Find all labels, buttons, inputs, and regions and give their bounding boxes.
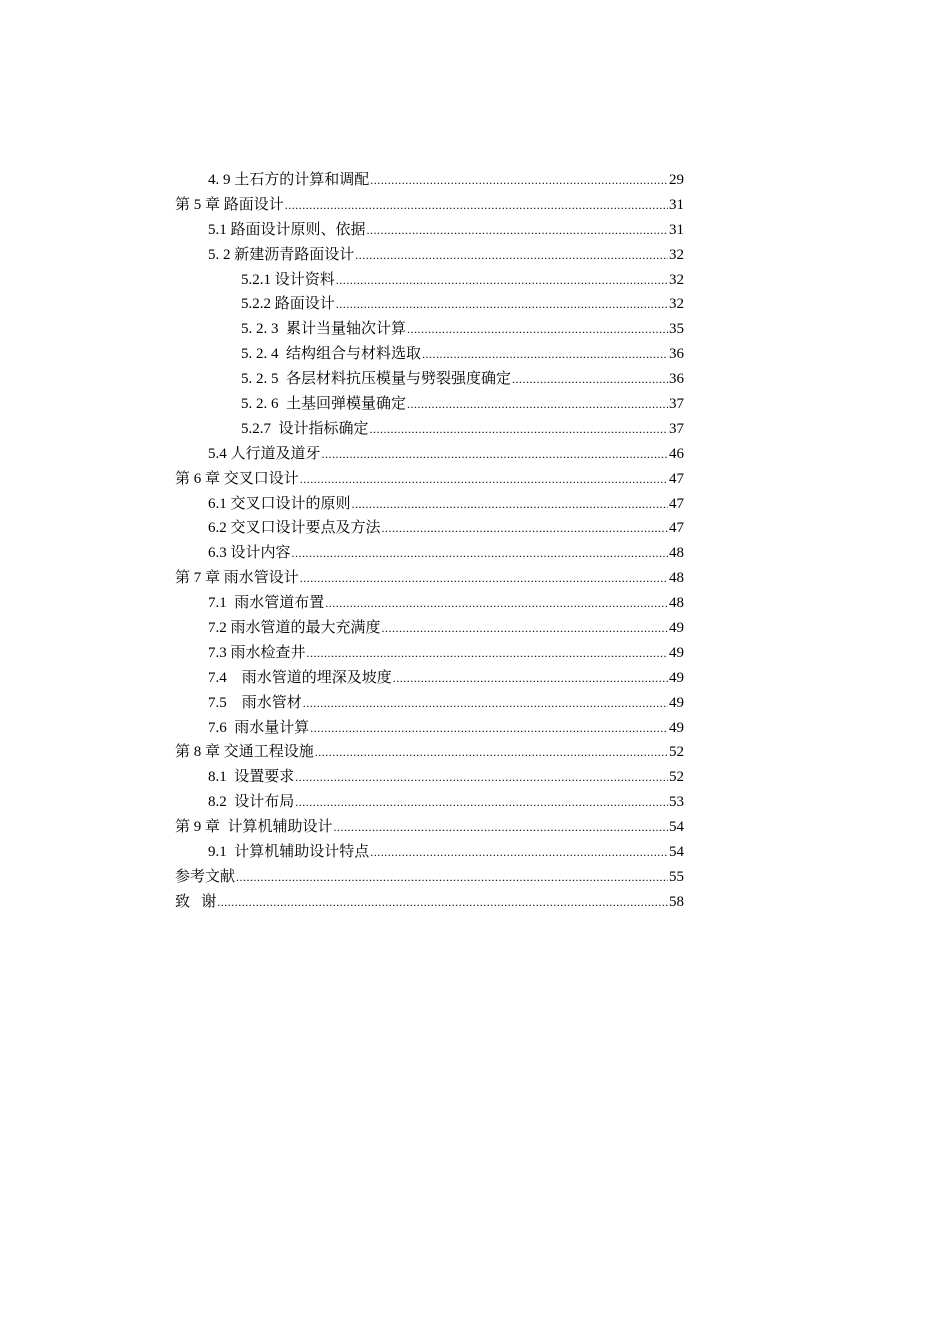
toc-entry-title: 5.2.1 设计资料 xyxy=(241,271,335,288)
toc-entry-title: 7.1 雨水管道布置 xyxy=(208,595,325,612)
toc-entry-title: 6.1 交叉口设计的原则 xyxy=(208,495,351,512)
toc-entry-page-number: 49 xyxy=(669,719,684,736)
toc-entry-title: 5.4 人行道及道牙 xyxy=(208,445,321,462)
toc-dot-leader xyxy=(300,467,668,492)
toc-dot-leader xyxy=(407,317,668,342)
toc-entry xyxy=(175,666,684,691)
toc-entry-page-number: 46 xyxy=(669,445,684,462)
toc-entry-title: 致 谢 xyxy=(175,893,217,910)
toc-entry-title: 8.1 设置要求 xyxy=(208,769,295,786)
toc-entry-title: 第 9 章 计算机辅助设计 xyxy=(175,819,333,836)
toc-entry xyxy=(175,467,684,492)
toc-dot-leader xyxy=(370,168,668,193)
toc-entry xyxy=(175,292,684,317)
toc-entry-title: 参考文献 xyxy=(175,868,236,885)
toc-entry xyxy=(175,243,684,268)
toc-entry xyxy=(175,492,684,517)
toc-entry xyxy=(175,193,684,218)
toc-entry-page-number: 52 xyxy=(669,769,684,786)
toc-dot-leader xyxy=(303,691,668,716)
toc-dot-leader xyxy=(336,268,668,293)
toc-dot-leader xyxy=(370,840,668,865)
toc-entry-title: 第 7 章 雨水管设计 xyxy=(175,570,299,587)
toc-entry-page-number: 47 xyxy=(669,495,684,512)
toc-entry xyxy=(175,890,684,915)
toc-entry-title: 5. 2 新建沥青路面设计 xyxy=(208,246,355,263)
toc-entry-title: 7.4 雨水管道的埋深及坡度 xyxy=(208,669,392,686)
toc-entry-page-number: 49 xyxy=(669,620,684,637)
toc-dot-leader xyxy=(292,541,668,566)
toc-entry-page-number: 52 xyxy=(669,744,684,761)
toc-entry-title: 5. 2. 4 结构组合与材料选取 xyxy=(241,346,422,363)
toc-entry-title: 7.5 雨水管材 xyxy=(208,694,302,711)
toc-entry-title: 7.6 雨水量计算 xyxy=(208,719,310,736)
toc-entry xyxy=(175,268,684,293)
toc-dot-leader xyxy=(300,566,668,591)
toc-entry-page-number: 36 xyxy=(669,371,684,388)
toc-entry-page-number: 36 xyxy=(669,346,684,363)
toc-entry xyxy=(175,691,684,716)
toc-entry-page-number: 54 xyxy=(669,844,684,861)
toc-entry xyxy=(175,790,684,815)
toc-dot-leader xyxy=(236,865,668,890)
toc-entry-title: 第 8 章 交通工程设施 xyxy=(175,744,314,761)
toc-entry xyxy=(175,840,684,865)
toc-dot-leader xyxy=(370,417,668,442)
toc-dot-leader xyxy=(322,442,668,467)
toc-entry-page-number: 47 xyxy=(669,520,684,537)
toc-entry-page-number: 32 xyxy=(669,271,684,288)
toc-entry-page-number: 31 xyxy=(669,221,684,238)
table-of-contents xyxy=(175,168,684,915)
toc-entry-page-number: 37 xyxy=(669,420,684,437)
toc-entry-page-number: 35 xyxy=(669,321,684,338)
toc-entry-title: 5. 2. 5 各层材料抗压模量与劈裂强度确定 xyxy=(241,371,512,388)
toc-entry-title: 5.2.2 路面设计 xyxy=(241,296,335,313)
toc-entry xyxy=(175,442,684,467)
toc-entry-title: 6.3 设计内容 xyxy=(208,545,291,562)
toc-entry-title: 第 5 章 路面设计 xyxy=(175,196,284,213)
toc-entry xyxy=(175,342,684,367)
toc-entry-page-number: 49 xyxy=(669,644,684,661)
toc-entry xyxy=(175,168,684,193)
toc-entry xyxy=(175,392,684,417)
toc-entry-page-number: 55 xyxy=(669,868,684,885)
toc-entry-title: 5.2.7 设计指标确定 xyxy=(241,420,369,437)
toc-dot-leader xyxy=(285,193,668,218)
toc-entry xyxy=(175,591,684,616)
toc-entry-page-number: 54 xyxy=(669,819,684,836)
toc-entry-page-number: 32 xyxy=(669,246,684,263)
toc-dot-leader xyxy=(315,740,668,765)
toc-entry xyxy=(175,317,684,342)
toc-dot-leader xyxy=(325,591,668,616)
toc-entry xyxy=(175,641,684,666)
toc-dot-leader xyxy=(352,492,668,517)
toc-entry-title: 7.2 雨水管道的最大充满度 xyxy=(208,620,381,637)
toc-entry-title: 5. 2. 6 土基回弹模量确定 xyxy=(241,396,407,413)
toc-entry-title: 5.1 路面设计原则、依据 xyxy=(208,221,366,238)
toc-dot-leader xyxy=(307,641,668,666)
toc-dot-leader xyxy=(295,790,668,815)
toc-entry xyxy=(175,516,684,541)
toc-dot-leader xyxy=(512,367,668,392)
toc-entry xyxy=(175,218,684,243)
toc-dot-leader xyxy=(334,815,668,840)
toc-dot-leader xyxy=(382,516,668,541)
toc-entry xyxy=(175,541,684,566)
toc-entry-page-number: 53 xyxy=(669,794,684,811)
toc-entry xyxy=(175,616,684,641)
toc-entry xyxy=(175,417,684,442)
toc-dot-leader xyxy=(336,292,668,317)
toc-dot-leader xyxy=(355,243,668,268)
toc-dot-leader xyxy=(295,765,668,790)
toc-dot-leader xyxy=(367,218,668,243)
toc-entry-page-number: 48 xyxy=(669,595,684,612)
toc-entry-title: 6.2 交叉口设计要点及方法 xyxy=(208,520,381,537)
toc-entry-page-number: 47 xyxy=(669,470,684,487)
toc-entry-title: 第 6 章 交叉口设计 xyxy=(175,470,299,487)
toc-entry-page-number: 48 xyxy=(669,570,684,587)
toc-entry-title: 9.1 计算机辅助设计特点 xyxy=(208,844,370,861)
toc-entry-page-number: 37 xyxy=(669,396,684,413)
toc-dot-leader xyxy=(217,890,668,915)
toc-entry-page-number: 49 xyxy=(669,694,684,711)
toc-dot-leader xyxy=(407,392,668,417)
toc-entry-title: 5. 2. 3 累计当量轴次计算 xyxy=(241,321,407,338)
toc-entry-page-number: 48 xyxy=(669,545,684,562)
toc-dot-leader xyxy=(393,666,668,691)
toc-entry xyxy=(175,566,684,591)
toc-entry-page-number: 49 xyxy=(669,669,684,686)
toc-entry xyxy=(175,740,684,765)
toc-dot-leader xyxy=(382,616,668,641)
toc-entry xyxy=(175,865,684,890)
toc-dot-leader xyxy=(310,716,668,741)
toc-dot-leader xyxy=(422,342,668,367)
toc-entry-title: 4. 9 土石方的计算和调配 xyxy=(208,172,370,188)
toc-entry-title: 8.2 设计布局 xyxy=(208,794,295,811)
toc-entry xyxy=(175,815,684,840)
toc-entry-page-number: 58 xyxy=(669,893,684,910)
toc-entry xyxy=(175,367,684,392)
toc-entry-page-number: 32 xyxy=(669,296,684,313)
toc-entry xyxy=(175,765,684,790)
toc-entry-page-number: 31 xyxy=(669,196,684,213)
toc-entry xyxy=(175,716,684,741)
toc-entry-title: 7.3 雨水检查井 xyxy=(208,644,306,661)
toc-entry-page-number: 29 xyxy=(669,172,684,188)
